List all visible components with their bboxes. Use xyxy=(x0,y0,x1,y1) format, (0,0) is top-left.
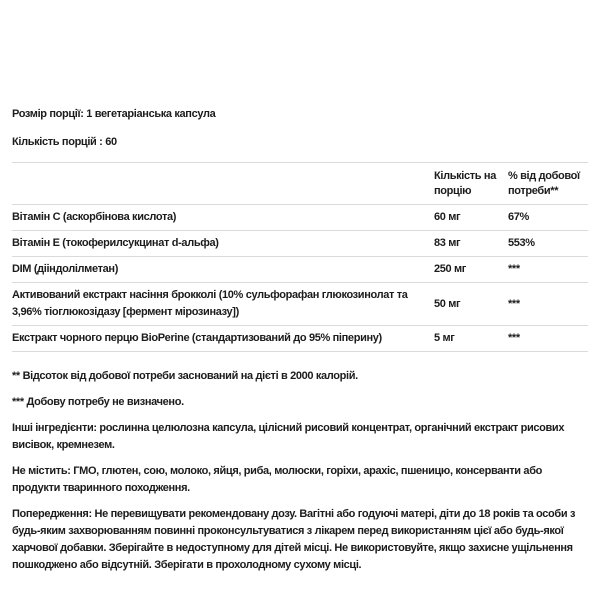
ingredient-daily-value: 553% xyxy=(508,237,535,249)
free-of-note: Не містить: ГМО, глютен, сою, молоко, яйця, риба, молюски, горіхи, арахіс, пшеницю, консерванти або продукти тваринного походження. xyxy=(12,465,543,494)
dv-not-established-footnote: *** Добову потребу не визначено. xyxy=(12,396,184,408)
ingredient-name: Екстракт чорного перцю BioPerine (стандартизований до 95% піперину) xyxy=(12,332,382,344)
serving-size: Розмір порції: 1 вегетаріанська капсула xyxy=(12,108,216,120)
ingredient-name: Вітамін E (токоферилсукцинат d-альфа) xyxy=(12,237,219,249)
ingredient-amount: 50 мг xyxy=(434,297,461,310)
ingredient-name: Вітамін C (аскорбінова кислота) xyxy=(12,211,177,223)
warning-note: Попередження: Не перевищувати рекомендовану дозу. Вагітні або годуючі матері, діти до 18 років та особи з будь-яким захворюванням повинні проконсультуватися з лікарем перед використанням цієї або будь-якої харчової добавки. Зберігайте в недоступному для дітей місці. Не використовуйте, якщо захисне ущільнення пошкоджено або відсутній. Зберігати в прохолодному сухому місці. xyxy=(12,508,576,571)
footnotes-section xyxy=(12,368,588,574)
header-daily-value: % від добової потреби** xyxy=(508,170,580,197)
other-ingredients-note: Інші інгредієнти: рослинна целюлозна капсула, цілісний рисовий концентрат, органічний екстракт рисових висівок, кремнезем. xyxy=(12,422,565,451)
header-amount-per-serving: Кількість на порцію xyxy=(434,170,496,197)
ingredient-amount: 5 мг xyxy=(434,332,455,344)
ingredient-name: DIM (дііндолілметан) xyxy=(12,263,119,275)
table-row xyxy=(12,205,588,231)
ingredient-daily-value: 67% xyxy=(508,211,529,223)
ingredient-daily-value: *** xyxy=(508,263,520,275)
supplement-facts-table xyxy=(12,162,588,352)
table-row xyxy=(12,231,588,257)
ingredient-name: Активований екстракт насіння брокколі (10% сульфорафан глюкозинолат та 3,96% тіоглюкозідазу [фермент мірозиназу]) xyxy=(12,289,408,318)
ingredient-daily-value: *** xyxy=(508,332,520,344)
table-header-row xyxy=(12,163,588,205)
ingredient-daily-value: *** xyxy=(508,297,520,310)
ingredient-amount: 83 мг xyxy=(434,237,461,249)
table-row xyxy=(12,257,588,283)
ingredient-amount: 250 мг xyxy=(434,263,467,275)
daily-value-footnote: ** Відсоток від добової потреби заснований на дієті в 2000 калорій. xyxy=(12,370,358,382)
table-row xyxy=(12,326,588,352)
table-row xyxy=(12,283,588,326)
ingredient-amount: 60 мг xyxy=(434,211,461,223)
servings-per-container: Кількість порцій : 60 xyxy=(12,136,117,148)
